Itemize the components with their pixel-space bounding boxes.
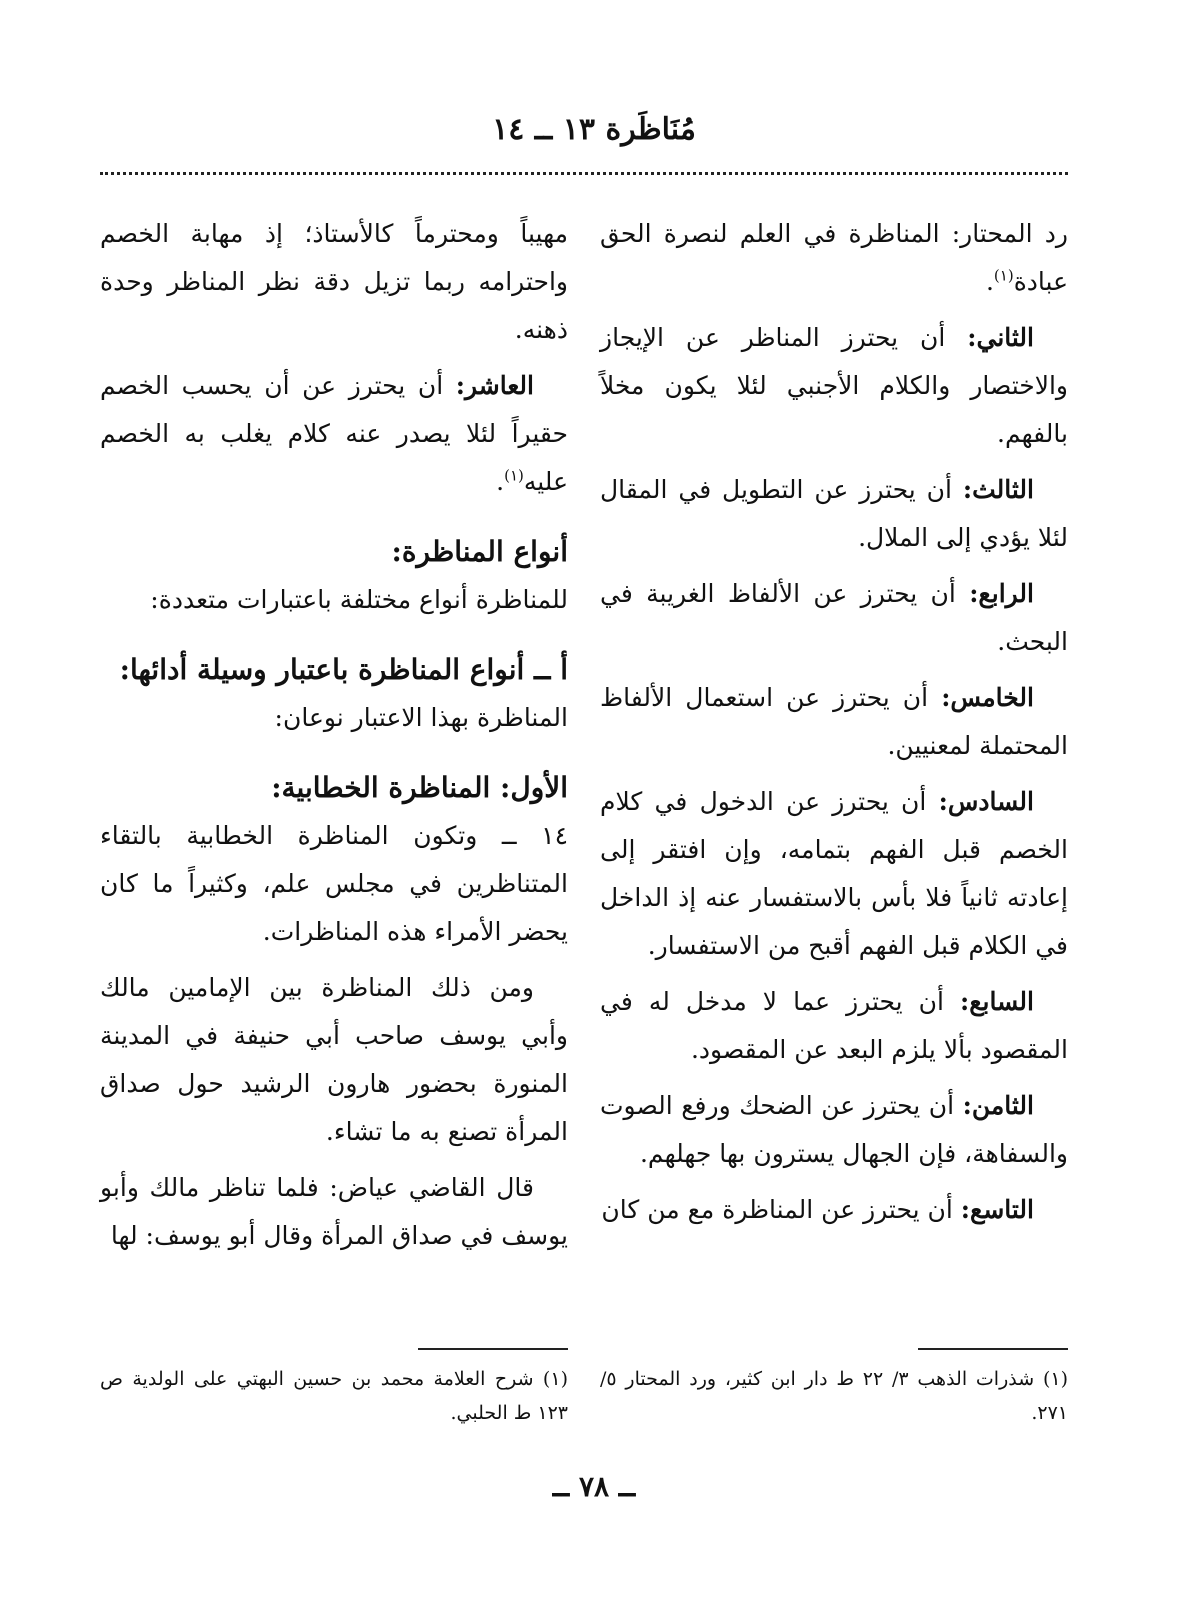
paragraph-continuation: مهيباً ومحترماً كالأستاذ؛ إذ مهابة الخصم واحترامه ربما تزيل دقة نظر المناظر وحدة ذهنه.: [100, 219, 568, 344]
paragraph-intro: [600, 210, 1068, 306]
item-text: أن يحترز المناظر عن الإيجاز والاختصار والكلام الأجنبي لئلا يكون مخلاً بالفهم.: [600, 323, 1068, 448]
item-lead: العاشر:: [455, 371, 534, 400]
item-text: أن يحترز عن استعمال الألفاظ المحتملة لمعنيين.: [600, 683, 1068, 760]
section-heading: الأول: المناظرة الخطابية:: [271, 771, 568, 804]
section-text: للمناظرة أنواع مختلفة باعتبارات متعددة:: [150, 585, 568, 614]
footnote-ref: (١): [993, 266, 1014, 285]
item-lead: الخامس:: [941, 683, 1034, 712]
paragraph: ومن ذلك المناظرة بين الإمامين مالك وأبي يوسف صاحب أبي حنيفة في المدينة المنورة بحضور هارون الرشيد حول صداق المرأة تصنع به ما تشاء.: [100, 973, 568, 1146]
item-lead: التاسع:: [960, 1195, 1034, 1224]
footnote-ref: (١): [504, 466, 524, 485]
page-header-title: مُنَاظَرة ١٣ ــ ١٤: [492, 112, 696, 147]
footnote-divider: [918, 1348, 1068, 1350]
item-text: أن يحترز عن الألفاظ الغريبة في البحث.: [600, 579, 1068, 656]
list-item: [600, 674, 1068, 770]
list-item: [600, 778, 1068, 970]
item-lead: السادس:: [938, 787, 1034, 816]
item-text: أن يحترز عما لا مدخل له في المقصود بألا يلزم البعد عن المقصود.: [600, 987, 1068, 1064]
item-text: أن يحترز عن الدخول في كلام الخصم قبل الفهم بتمامه، وإن افتقر إلى إعادته ثانياً فلا بأس بالاستفسار عنه إذ الداخل في الكلام قبل الفهم أقبح من الاستفسار.: [600, 787, 1068, 960]
list-item: [600, 978, 1068, 1074]
section-heading: أ ــ أنواع المناظرة باعتبار وسيلة أدائها:: [119, 653, 568, 686]
footnote-divider: [418, 1348, 568, 1350]
paragraph: ١٤ ــ وتكون المناظرة الخطابية بالتقاء المتناظرين في مجلس علم، وكثيراً ما كان يحضر الأمراء هذه المناظرات.: [100, 821, 568, 946]
item-lead: الثاني:: [967, 323, 1034, 352]
list-item: [600, 1186, 1068, 1234]
item-text: أن يحترز عن أن يحسب الخصم حقيراً لئلا يصدر عنه كلام يغلب به الخصم عليه: [100, 371, 568, 496]
paragraph-intro-text: رد المحتار: المناظرة في العلم لنصرة الحق عبادة: [600, 219, 1068, 296]
list-item: [600, 314, 1068, 458]
paragraph-intro-end: .: [985, 267, 994, 296]
item-lead: السابع:: [960, 987, 1034, 1016]
item-lead: الثالث:: [962, 475, 1034, 504]
item-end: .: [496, 467, 505, 496]
list-item: [600, 466, 1068, 562]
right-column: [600, 210, 1068, 1242]
item-text: أن يحترز عن الضحك ورفع الصوت والسفاهة، فإن الجهال يسترون بها جهلهم.: [600, 1091, 1068, 1168]
section-text: المناظرة بهذا الاعتبار نوعان:: [274, 703, 568, 732]
section-heading: أنواع المناظرة:: [391, 535, 568, 568]
list-item: [100, 362, 568, 506]
paragraph: قال القاضي عياض: فلما تناظر مالك وأبو يوسف في صداق المرأة وقال أبو يوسف: لها: [100, 1173, 568, 1250]
item-text: أن يحترز عن التطويل في المقال لئلا يؤدي إلى الملال.: [600, 475, 1068, 552]
left-column: [100, 210, 568, 1268]
item-lead: الرابع:: [969, 579, 1034, 608]
item-lead: الثامن:: [962, 1091, 1034, 1120]
list-item: [600, 1082, 1068, 1178]
page-number: ــ ٧٨ ــ: [552, 1470, 636, 1503]
list-item: [600, 570, 1068, 666]
footnote-right: (١) شذرات الذهب ٣/ ٢٢ ط دار ابن كثير، ورد المحتار ٥/ ٢٧١.: [600, 1368, 1069, 1424]
item-text: أن يحترز عن المناظرة مع من كان: [601, 1195, 961, 1224]
footnote-left: (١) شرح العلامة محمد بن حسين البهتي على الولدية ص ١٢٣ ط الحلبي.: [100, 1368, 568, 1424]
header-divider: [100, 172, 1068, 175]
